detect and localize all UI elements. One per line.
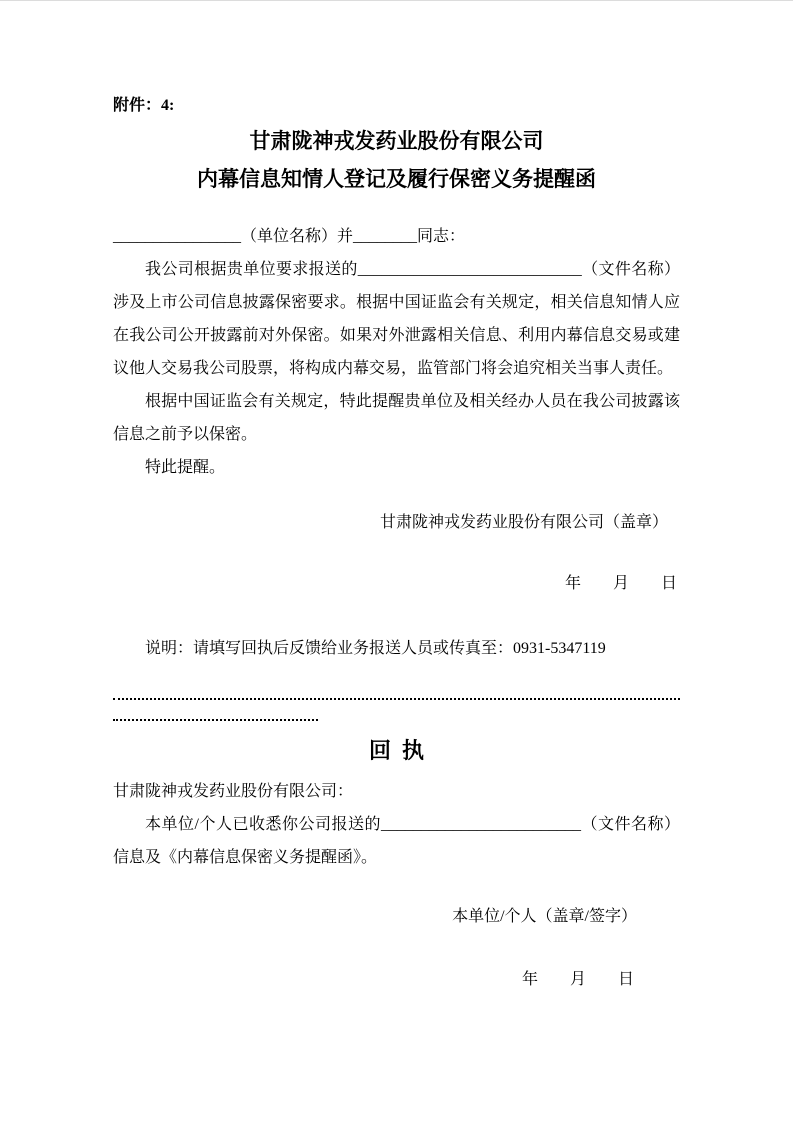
receipt-body: 本单位/个人已收悉你公司报送的_________________________（文件名称）信息及《内幕信息保密义务提醒函》。 xyxy=(113,816,680,866)
letter-paragraph-1: 我公司根据贵单位要求报送的____________________________（文件名称）涉及上市公司信息披露保密要求。根据中国证监会有关规定，相关信息知情人应在我公司公开披露前对外保密。如果对外泄露相关信息、利用内幕信息交易或建议他人交易我公司股票，将构成内幕交易，监管部门将会追究相关当事人责任。 xyxy=(113,261,680,377)
letter-title: 内幕信息知情人登记及履行保密义务提醒函 xyxy=(197,167,596,191)
receipt-title: 回 执 xyxy=(368,738,424,763)
company-seal-line: 甘肃陇神戎发药业股份有限公司（盖章） xyxy=(379,514,668,531)
letter-paragraph-2: 根据中国证监会有关规定，特此提醒贵单位及相关经办人员在我公司披露该信息之前予以保密。 xyxy=(113,393,680,443)
company-title: 甘肃陇神戎发药业股份有限公司 xyxy=(249,129,544,153)
note-line: 说明：请填写回执后反馈给业务报送人员或传真至：0931-5347119 xyxy=(145,640,606,657)
dotted-divider-line-2 xyxy=(113,719,318,721)
letter-paragraph-3: 特此提醒。 xyxy=(145,459,226,476)
salutation-line: ________________（单位名称）并________同志： xyxy=(113,228,466,245)
receipt-date-line: 年 月 日 xyxy=(521,971,634,988)
receipt-salutation: 甘肃陇神戎发药业股份有限公司： xyxy=(113,783,354,800)
letter-date-line: 年 月 日 xyxy=(564,575,677,592)
dotted-divider-line-1 xyxy=(113,698,680,700)
attachment-label: 附件：4: xyxy=(113,97,175,114)
receipt-signature-label: 本单位/个人（盖章/签字） xyxy=(452,908,637,925)
